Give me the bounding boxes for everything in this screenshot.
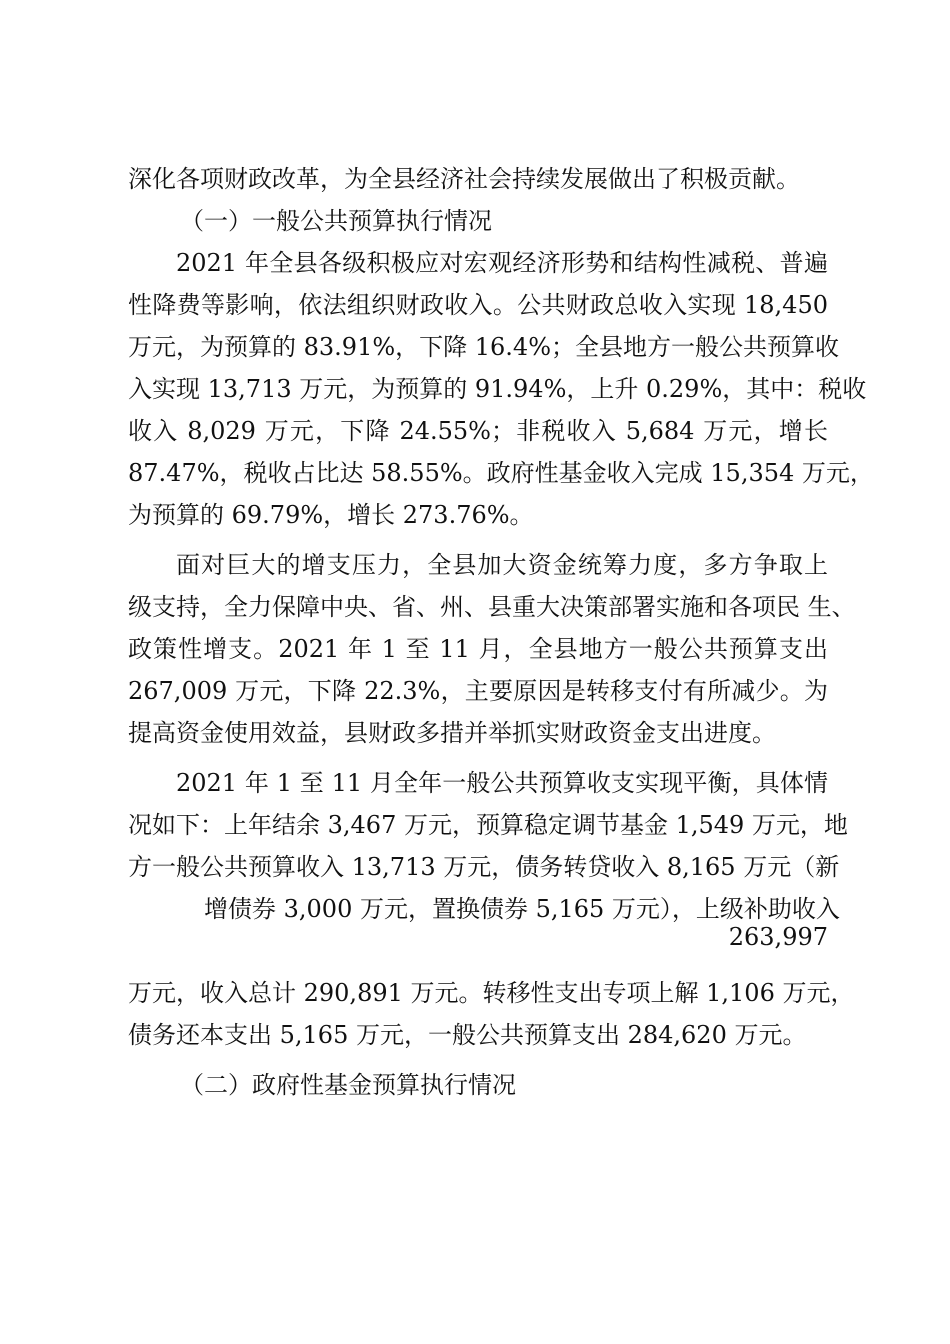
paragraph-line: 方一般公共预算收入 13,713 万元，债务转贷收入 8,165 万元（新 <box>128 853 840 881</box>
section-heading-1: （一）一般公共预算执行情况 <box>180 207 492 235</box>
paragraph-line: 87.47%，税收占比达 58.55%。政府性基金收入完成 15,354 万元， <box>128 459 874 487</box>
paragraph-line: 况如下：上年结余 3,467 万元，预算稳定调节基金 1,549 万元，地 <box>128 811 848 839</box>
paragraph-line: 深化各项财政改革，为全县经济社会持续发展做出了积极贡献。 <box>128 165 800 193</box>
paragraph-line: 级支持，全力保障中央、省、州、县重大决策部署实施和各项民 生、 <box>128 593 856 621</box>
paragraph-line: 2021 年全县各级积极应对宏观经济形势和结构性减税、普遍 <box>176 249 828 277</box>
paragraph-line: 性降费等影响，依法组织财政收入。公共财政总收入实现 18,450 <box>128 291 828 319</box>
paragraph-line: 债务还本支出 5,165 万元，一般公共预算支出 284,620 万元。 <box>128 1021 807 1049</box>
paragraph-line: 面对巨大的增支压力，全县加大资金统筹力度，多方争取上 <box>176 551 828 579</box>
paragraph-line: 万元，为预算的 83.91%，下降 16.4%；全县地方一般公共预算收 <box>128 333 840 361</box>
paragraph-line: 增债券 3,000 万元，置换债券 5,165 万元），上级补助收入 <box>204 895 840 923</box>
paragraph-line: 政策性增支。2021 年 1 至 11 月，全县地方一般公共预算支出 <box>128 635 828 663</box>
paragraph-line: 为预算的 69.79%，增长 273.76%。 <box>128 501 534 529</box>
document-body <box>128 158 874 1106</box>
paragraph-revenue <box>128 242 874 536</box>
paragraph-line: 2021 年 1 至 11 月全年一般公共预算收支实现平衡，具体情 <box>176 769 828 797</box>
paragraph-line: 收入 8,029 万元，下降 24.55%；非税收入 5,684 万元，增长 <box>128 417 828 445</box>
paragraph-line: 267,009 万元，下降 22.3%，主要原因是转移支付有所减少。为 <box>128 677 828 705</box>
paragraph-line: 提高资金使用效益，县财政多措并举抓实财政资金支出进度。 <box>128 719 776 747</box>
paragraph-line: 万元，收入总计 290,891 万元。转移性支出专项上解 1,106 万元， <box>128 979 855 1007</box>
paragraph-expenditure <box>128 544 856 754</box>
paragraph-line: 入实现 13,713 万元，为预算的 91.94%，上升 0.29%，其中：税收 <box>128 375 867 403</box>
paragraph-line: 263,997 <box>728 923 828 951</box>
paragraph-balance <box>128 762 855 1056</box>
section-heading-2: （二）政府性基金预算执行情况 <box>180 1071 516 1099</box>
